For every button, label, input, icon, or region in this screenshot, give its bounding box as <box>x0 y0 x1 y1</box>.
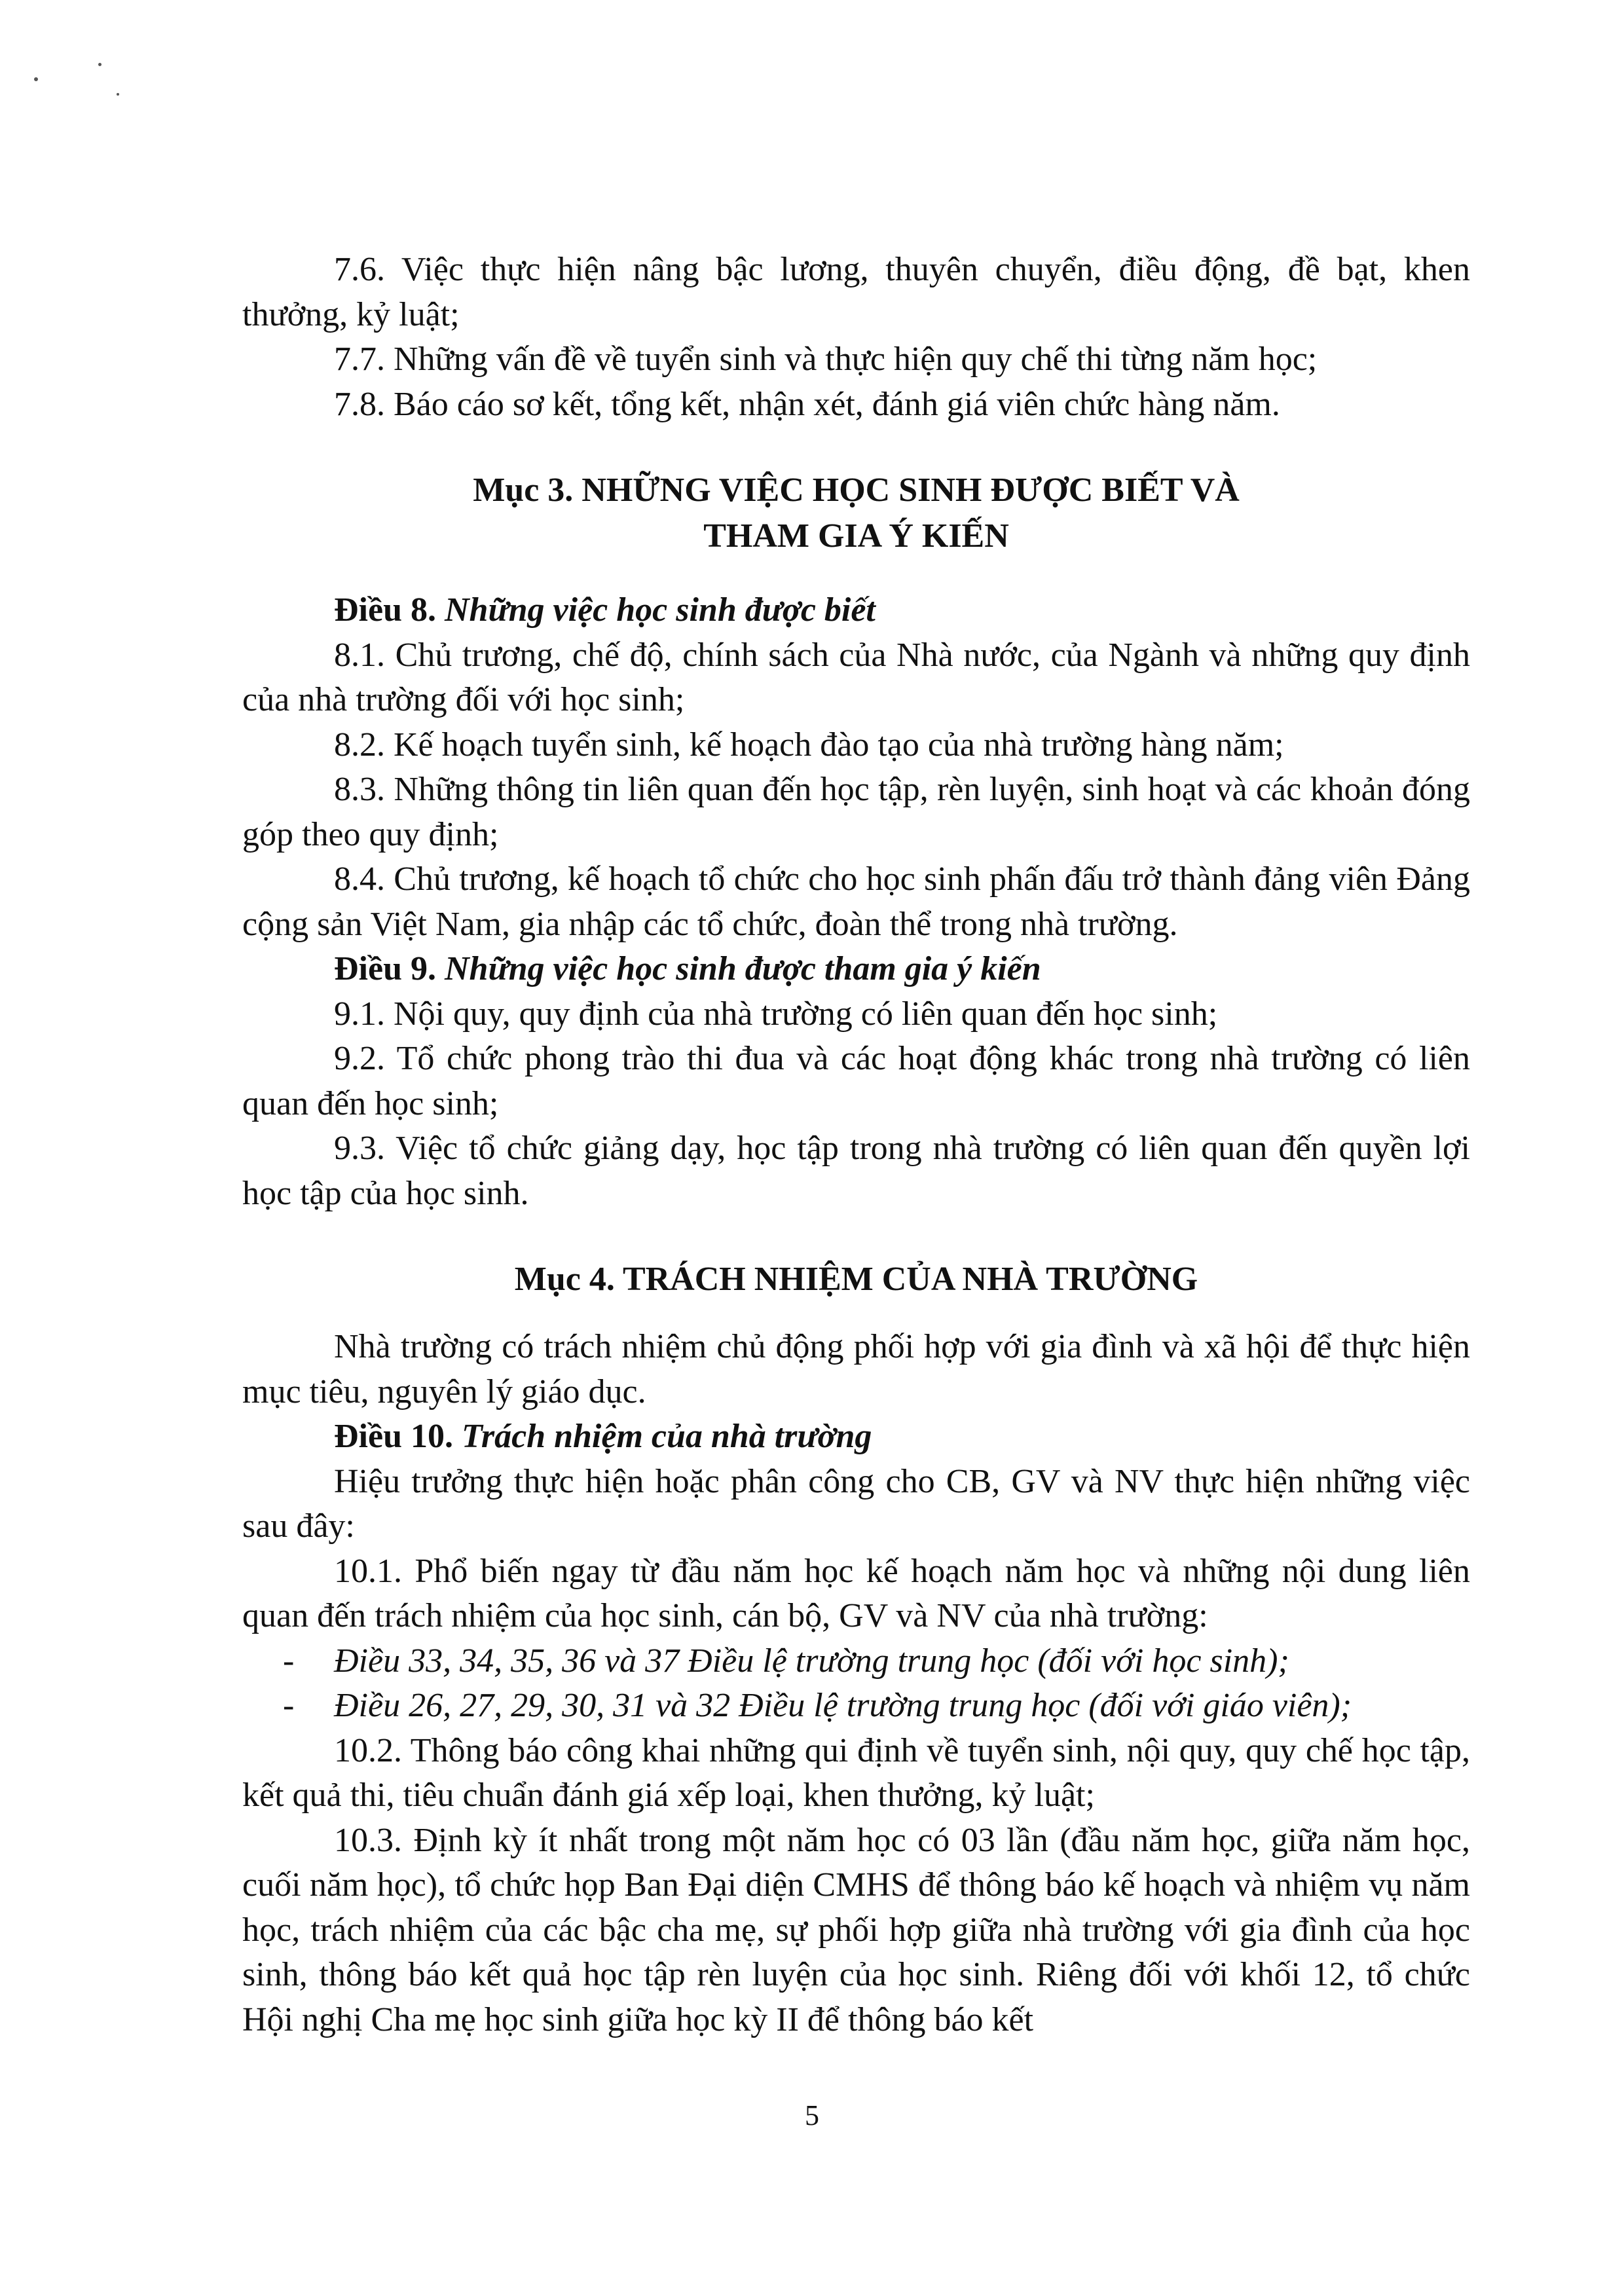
bullet-item <box>242 1684 1470 1729</box>
scan-speck <box>34 77 38 81</box>
item-10-3: 10.3. Định kỳ ít nhất trong một năm học có 03 lần (đầu năm học, giữa năm học, cuối năm học), tổ chức họp Ban Đại diện CMHS để thông báo kế hoạch và nhiệm vụ năm học, trách nhiệm của các bậc cha mẹ, sự phối hợp giữa nhà trường với gia đình của học sinh, thông báo kết quả học tập rèn luyện của học sinh. Riêng đối với khối 12, tổ chức Hội nghị Cha mẹ học sinh giữa học kỳ II để thông báo kết <box>242 1821 1470 2038</box>
item-9-2: 9.2. Tổ chức phong trào thi đua và các hoạt động khác trong nhà trường có liên quan đến học sinh; <box>242 1040 1470 1122</box>
page-number: 5 <box>805 2099 819 2131</box>
item-8-1: 8.1. Chủ trương, chế độ, chính sách của Nhà nước, của Ngành và những quy định của nhà trường đối với học sinh; <box>242 636 1470 718</box>
item-9-1: 9.1. Nội quy, quy định của nhà trường có liên quan đến học sinh; <box>334 995 1218 1033</box>
bullet-text: Điều 26, 27, 29, 30, 31 và 32 Điều lệ trường trung học (đối với giáo viên); <box>334 1687 1352 1724</box>
item-7-6: 7.6. Việc thực hiện nâng bậc lương, thuyên chuyển, điều động, đề bạt, khen thưởng, kỷ luật; <box>242 251 1470 333</box>
section-3-title-line1: Mục 3. NHỮNG VIỆC HỌC SINH ĐƯỢC BIẾT VÀ <box>473 471 1240 509</box>
bullet-text: Điều 33, 34, 35, 36 và 37 Điều lệ trường trung học (đối với học sinh); <box>334 1642 1289 1680</box>
item-8-2: 8.2. Kế hoạch tuyển sinh, kế hoạch đào tạo của nhà trường hàng năm; <box>334 726 1284 764</box>
section-4-title: Mục 4. TRÁCH NHIỆM CỦA NHÀ TRƯỜNG <box>514 1261 1198 1298</box>
section-4-intro: Nhà trường có trách nhiệm chủ động phối hợp với gia đình và xã hội để thực hiện mục tiêu, nguyên lý giáo dục. <box>242 1328 1470 1410</box>
article-8-label: Điều 8. <box>334 591 436 629</box>
article-9-label: Điều 9. <box>334 950 436 987</box>
article-10-title: Trách nhiệm của nhà trường <box>462 1418 872 1455</box>
article-10-lead: Hiệu trưởng thực hiện hoặc phân công cho CB, GV và NV thực hiện những việc sau đây: <box>242 1462 1470 1545</box>
article-9-title: Những việc học sinh được tham gia ý kiến <box>445 950 1041 987</box>
document-body <box>242 248 1470 2042</box>
item-7-7: 7.7. Những vấn đề về tuyển sinh và thực hiện quy chế thi từng năm học; <box>334 341 1318 378</box>
item-8-4: 8.4. Chủ trương, kế hoạch tổ chức cho học sinh phấn đấu trở thành đảng viên Đảng cộng sản Việt Nam, gia nhập các tổ chức, đoàn thể trong nhà trường. <box>242 860 1470 943</box>
article-8-heading <box>242 588 1470 633</box>
bullet-dash: - <box>283 1642 295 1680</box>
section-3-title-line2: THAM GIA Ý KIẾN <box>703 517 1009 555</box>
article-9-heading <box>242 947 1470 992</box>
item-8-3: 8.3. Những thông tin liên quan đến học tập, rèn luyện, sinh hoạt và các khoản đóng góp theo quy định; <box>242 771 1470 853</box>
item-7-8: 7.8. Báo cáo sơ kết, tổng kết, nhận xét, đánh giá viên chức hàng năm. <box>334 385 1280 423</box>
article-10-label: Điều 10. <box>334 1418 453 1455</box>
article-8-title: Những việc học sinh được biết <box>445 591 876 629</box>
bullet-item <box>242 1639 1470 1684</box>
scan-speck <box>117 93 119 96</box>
item-10-2: 10.2. Thông báo công khai những qui định về tuyển sinh, nội quy, quy chế học tập, kết quả thi, tiêu chuẩn đánh giá xếp loại, khen thưởng, kỷ luật; <box>242 1731 1470 1814</box>
item-9-3: 9.3. Việc tổ chức giảng dạy, học tập trong nhà trường có liên quan đến quyền lợi học tập của học sinh. <box>242 1130 1470 1212</box>
article-10-heading <box>242 1414 1470 1460</box>
bullet-dash: - <box>283 1687 295 1724</box>
scan-speck <box>98 63 101 66</box>
item-10-1: 10.1. Phổ biến ngay từ đầu năm học kế hoạch năm học và những nội dung liên quan đến trách nhiệm của học sinh, cán bộ, GV và NV của nhà trường: <box>242 1552 1470 1634</box>
